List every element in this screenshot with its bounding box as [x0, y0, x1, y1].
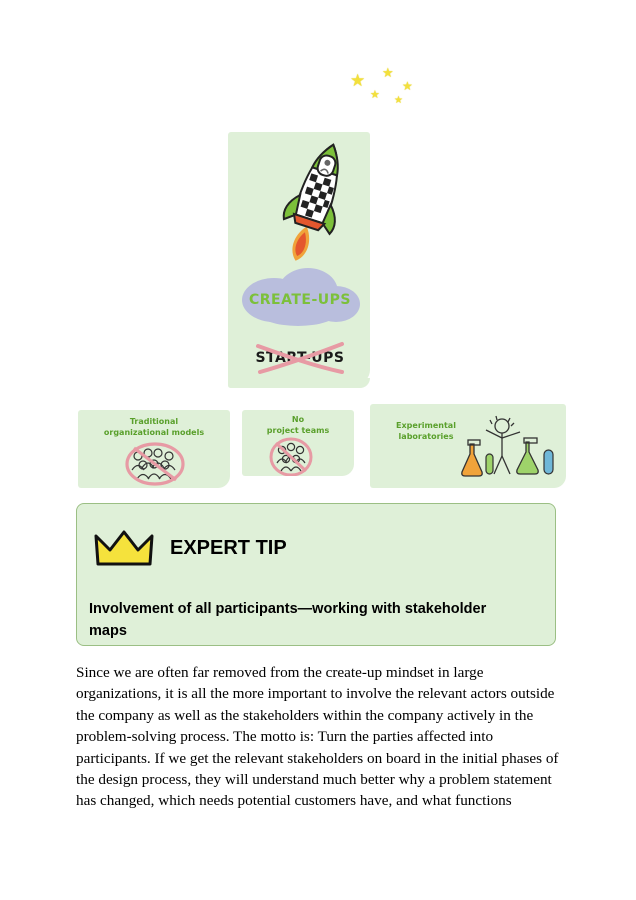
expert-tip-title: EXPERT TIP — [170, 537, 287, 559]
start-ups-label: START-UPS — [255, 350, 345, 366]
crown-icon — [94, 528, 154, 570]
star-icon: ★ — [402, 79, 413, 93]
stars-cluster — [340, 66, 430, 116]
expert-tip-subtitle: Involvement of all participants—working with stakeholder maps — [89, 601, 487, 639]
star-icon: ★ — [394, 95, 403, 106]
prohibited-group-icon — [124, 438, 186, 486]
scientist-flasks-icon — [444, 414, 560, 480]
note-label-no-project-teams: No project teams — [266, 415, 330, 435]
create-ups-label: CREATE-UPS — [248, 292, 351, 308]
note-label-traditional-models: Traditional organizational models — [103, 417, 205, 437]
prohibited-team-icon — [268, 434, 314, 476]
star-icon: ★ — [382, 65, 394, 80]
rocket-icon — [276, 128, 356, 268]
star-icon: ★ — [370, 89, 380, 101]
note-label-experimental-labs: Experimental laboratories — [396, 421, 456, 441]
star-icon: ★ — [350, 71, 366, 90]
body-paragraph: Since we are often far removed from the create-up mindset in large organizations, it is all the more important to involve the relevant actors outside the company as well as the stakeholders within the company actively in the problem-solving process. The motto is: Turn the parties affected into participants. If we get the relevant stakeholders on board in the initial phases of the design process, they will understand much better why a problem statement has changed, which needs potential customers have, and what functions — [76, 664, 559, 810]
